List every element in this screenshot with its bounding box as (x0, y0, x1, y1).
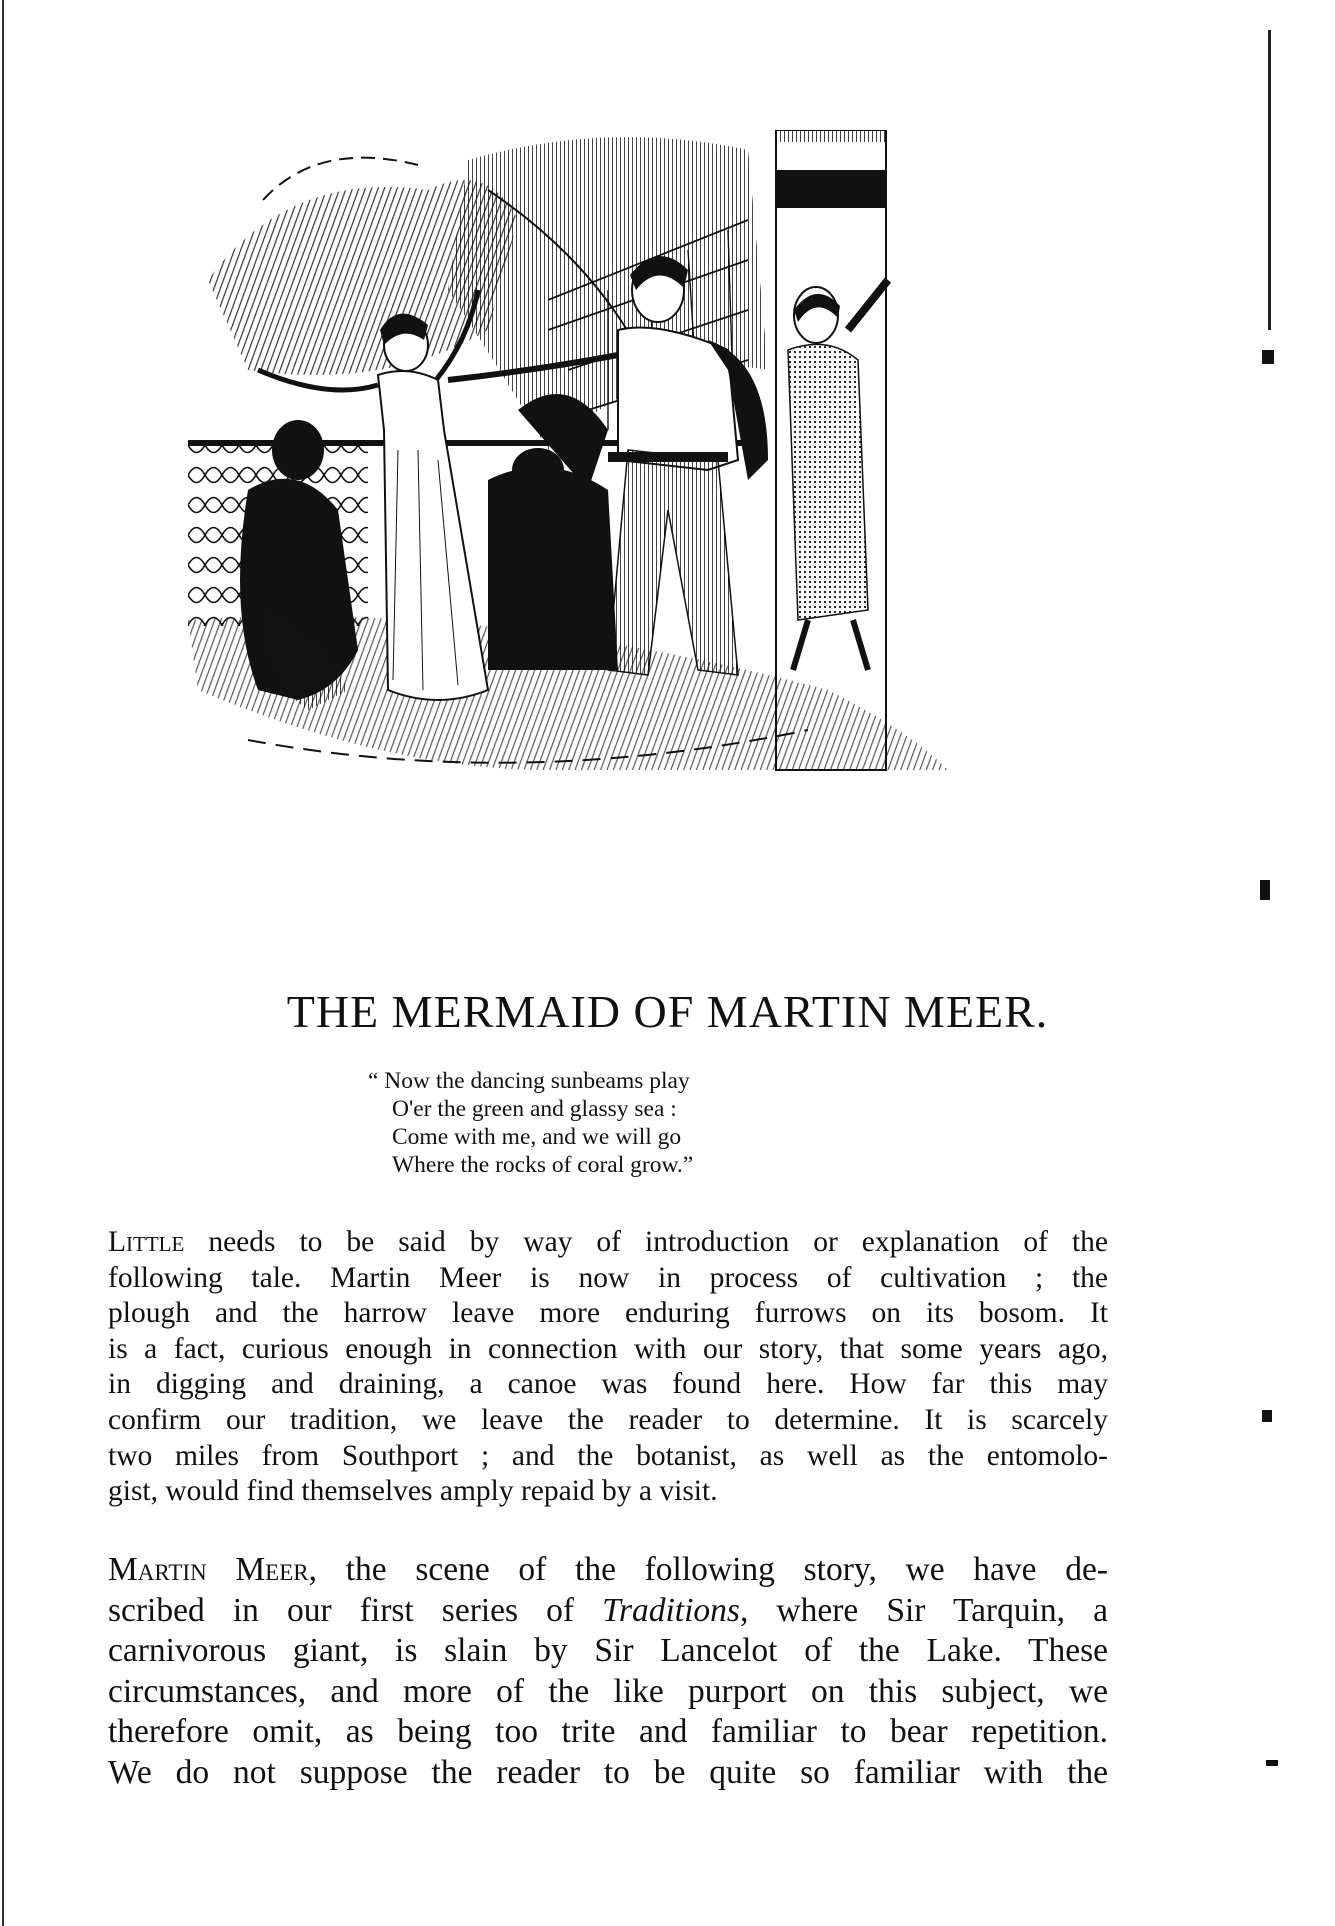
page-left-edge (2, 0, 4, 1926)
line-text: scribed in our first series of (108, 1591, 603, 1629)
paragraph-line (108, 1225, 1108, 1261)
paragraph-line: two miles from Southport ; and the botanist, as well as the entomolo- (108, 1439, 1108, 1472)
lead-word: Martin (108, 1551, 207, 1588)
epigraph-line: “ Now the dancing sunbeams play (368, 1068, 690, 1094)
paragraph-story-opening (108, 1550, 1108, 1794)
paragraph-line: is a fact, curious enough in connection with our story, that some years ago, (108, 1332, 1108, 1365)
epigraph (368, 1067, 868, 1179)
paragraph-introduction (108, 1225, 1108, 1510)
paragraph-line: in digging and draining, a canoe was found here. How far this may (108, 1368, 1108, 1401)
paragraph-line: We do not suppose the reader to be quite so familiar with the (108, 1753, 1108, 1791)
paragraph-line: gist, would find themselves amply repaid by a visit. (108, 1475, 718, 1508)
epigraph-line: Where the rocks of coral grow.” (392, 1152, 694, 1178)
engraving-illustration (188, 130, 1018, 910)
book-title-italic: Traditions (602, 1591, 740, 1629)
paragraph-line (108, 1591, 1108, 1632)
line-text: , the scene of the following story, we have de- (308, 1551, 1108, 1588)
epigraph-line: O'er the green and glassy sea : (392, 1096, 677, 1122)
lead-word: Little (108, 1226, 185, 1258)
paragraph-line (108, 1550, 1108, 1591)
paragraph-line: carnivorous giant, is slain by Sir Lancelot of the Lake. These (108, 1632, 1108, 1670)
paragraph-line: therefore omit, as being too trite and familiar to bear repetition. (108, 1713, 1108, 1751)
line-text: needs to be said by way of introduction or explanation of the (184, 1226, 1108, 1258)
edge-mark (1262, 350, 1274, 364)
line-text: , where Sir Tarquin, a (739, 1591, 1108, 1629)
paragraph-line: following tale. Martin Meer is now in process of cultivation ; the (108, 1261, 1108, 1294)
chapter-title: THE MERMAID OF MARTIN MEER. (286, 986, 1049, 1037)
page-right-edge (1268, 30, 1271, 330)
epigraph-line: Come with me, and we will go (392, 1124, 682, 1150)
lead-word: Meer (235, 1551, 309, 1588)
edge-mark (1260, 880, 1270, 900)
paragraph-line: circumstances, and more of the like purport on this subject, we (108, 1672, 1108, 1710)
edge-mark (1262, 1410, 1272, 1422)
edge-mark (1266, 1760, 1278, 1766)
paragraph-line: confirm our tradition, we leave the reader to determine. It is scarcely (108, 1403, 1108, 1436)
paragraph-line: plough and the harrow leave more enduring furrows on its bosom. It (108, 1297, 1108, 1330)
